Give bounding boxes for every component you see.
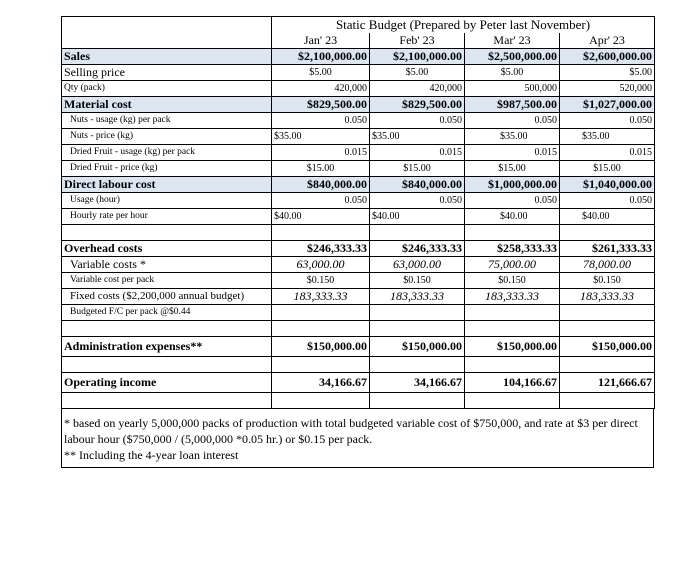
spacer-cell <box>272 393 370 409</box>
row-label: Fixed costs ($2,200,000 annual budget) <box>62 289 272 305</box>
cell: $0.150 <box>560 273 655 289</box>
budget-spreadsheet <box>61 16 654 468</box>
row-variable-costs <box>62 257 655 273</box>
spacer-cell <box>465 393 560 409</box>
cell: $35.00 <box>465 129 560 145</box>
spacer-cell <box>62 357 272 373</box>
row-label: Administration expenses** <box>62 337 272 357</box>
cell: $15.00 <box>370 161 465 177</box>
month-header: Feb' 23 <box>370 33 465 49</box>
cell: 0.050 <box>560 193 655 209</box>
cell: 63,000.00 <box>370 257 465 273</box>
spacer-cell <box>465 225 560 241</box>
month-header: Apr' 23 <box>560 33 655 49</box>
spacer-cell <box>370 357 465 373</box>
cell: $246,333.33 <box>272 241 370 257</box>
spacer-cell <box>272 321 370 337</box>
cell: 63,000.00 <box>272 257 370 273</box>
cell <box>465 305 560 321</box>
cell: $40.00 <box>560 209 655 225</box>
row-budgeted-fc <box>62 305 655 321</box>
row-overhead-costs <box>62 241 655 257</box>
row-label: Variable cost per pack <box>62 273 272 289</box>
row-fixed-costs <box>62 289 655 305</box>
cell: $5.00 <box>370 65 465 81</box>
spacer-cell <box>62 321 272 337</box>
cell: 34,166.67 <box>272 373 370 393</box>
row-nuts-price <box>62 129 655 145</box>
cell: $40.00 <box>272 209 370 225</box>
spacer-row <box>62 225 655 241</box>
cell: $840,000.00 <box>370 177 465 193</box>
cell: $261,333.33 <box>560 241 655 257</box>
row-usage-hour <box>62 193 655 209</box>
cell: 0.015 <box>560 145 655 161</box>
spacer-row <box>62 393 655 409</box>
row-label: Budgeted F/C per pack @$0.44 <box>62 305 272 321</box>
spacer-cell <box>465 321 560 337</box>
cell: 0.050 <box>370 193 465 209</box>
table-title: Static Budget (Prepared by Peter last November) <box>272 17 655 33</box>
row-label: Nuts - usage (kg) per pack <box>62 113 272 129</box>
cell: $0.150 <box>465 273 560 289</box>
row-direct-labour-cost <box>62 177 655 193</box>
cell: $0.150 <box>272 273 370 289</box>
cell: $35.00 <box>370 129 465 145</box>
cell: $150,000.00 <box>272 337 370 357</box>
footnote-variable-costs: * based on yearly 5,000,000 packs of production with total budgeted variable cost of $750,000, and rate at $3 per direct labour hour ($750,000 / (5,000,000 *0.05 hr.) or $0.15 per pack. <box>64 416 638 446</box>
cell: 0.050 <box>272 113 370 129</box>
cell: 183,333.33 <box>272 289 370 305</box>
spacer-cell <box>560 321 655 337</box>
cell: 104,166.67 <box>465 373 560 393</box>
cell: 183,333.33 <box>560 289 655 305</box>
cell: $258,333.33 <box>465 241 560 257</box>
spacer-cell <box>272 225 370 241</box>
cell: $150,000.00 <box>465 337 560 357</box>
cell: $2,100,000.00 <box>272 49 370 65</box>
cell: $1,027,000.00 <box>560 97 655 113</box>
cell: $150,000.00 <box>370 337 465 357</box>
cell: 0.050 <box>272 193 370 209</box>
spacer-cell <box>370 321 465 337</box>
row-variable-cost-per-pack <box>62 273 655 289</box>
cell: $246,333.33 <box>370 241 465 257</box>
budget-table <box>61 16 655 409</box>
row-hourly-rate <box>62 209 655 225</box>
row-label: Qty (pack) <box>62 81 272 97</box>
cell: $829,500.00 <box>272 97 370 113</box>
cell: 34,166.67 <box>370 373 465 393</box>
row-label: Hourly rate per hour <box>62 209 272 225</box>
cell <box>272 305 370 321</box>
spacer-row <box>62 357 655 373</box>
footnotes <box>61 409 654 468</box>
row-nuts-usage <box>62 113 655 129</box>
cell: $1,000,000.00 <box>465 177 560 193</box>
cell: 420,000 <box>370 81 465 97</box>
row-label: Operating income <box>62 373 272 393</box>
cell: $15.00 <box>465 161 560 177</box>
cell: 0.015 <box>465 145 560 161</box>
cell: $15.00 <box>560 161 655 177</box>
cell: $5.00 <box>465 65 560 81</box>
cell: $40.00 <box>370 209 465 225</box>
row-label: Overhead costs <box>62 241 272 257</box>
cell: $40.00 <box>465 209 560 225</box>
cell: $2,100,000.00 <box>370 49 465 65</box>
row-label: Usage (hour) <box>62 193 272 209</box>
row-material-cost <box>62 97 655 113</box>
row-fruit-price <box>62 161 655 177</box>
cell: 500,000 <box>465 81 560 97</box>
spacer-cell <box>560 393 655 409</box>
cell <box>560 305 655 321</box>
corner-cell <box>62 33 272 49</box>
cell: $35.00 <box>560 129 655 145</box>
cell: 0.015 <box>272 145 370 161</box>
cell: 183,333.33 <box>370 289 465 305</box>
row-label: Sales <box>62 49 272 65</box>
cell: 0.015 <box>370 145 465 161</box>
row-label: Direct labour cost <box>62 177 272 193</box>
row-administration-expenses <box>62 337 655 357</box>
cell: $987,500.00 <box>465 97 560 113</box>
spacer-row <box>62 321 655 337</box>
spacer-cell <box>370 225 465 241</box>
cell: $840,000.00 <box>272 177 370 193</box>
spacer-cell <box>560 225 655 241</box>
table-title-row <box>62 17 655 33</box>
cell: $2,500,000.00 <box>465 49 560 65</box>
spacer-cell <box>560 357 655 373</box>
month-header: Jan' 23 <box>272 33 370 49</box>
cell: $5.00 <box>272 65 370 81</box>
row-label: Dried Fruit - price (kg) <box>62 161 272 177</box>
cell: $35.00 <box>272 129 370 145</box>
footnote-admin-expenses: ** Including the 4-year loan interest <box>64 448 239 462</box>
cell: $15.00 <box>272 161 370 177</box>
cell: $1,040,000.00 <box>560 177 655 193</box>
spacer-cell <box>370 393 465 409</box>
cell: 0.050 <box>465 113 560 129</box>
cell: $5.00 <box>560 65 655 81</box>
cell: 183,333.33 <box>465 289 560 305</box>
spacer-cell <box>465 357 560 373</box>
spacer-cell <box>62 393 272 409</box>
row-label: Material cost <box>62 97 272 113</box>
cell: $2,600,000.00 <box>560 49 655 65</box>
row-sales <box>62 49 655 65</box>
row-label: Variable costs * <box>62 257 272 273</box>
row-label: Dried Fruit - usage (kg) per pack <box>62 145 272 161</box>
month-header-row <box>62 33 655 49</box>
cell: 0.050 <box>370 113 465 129</box>
row-qty <box>62 81 655 97</box>
cell <box>370 305 465 321</box>
row-selling-price <box>62 65 655 81</box>
row-label: Nuts - price (kg) <box>62 129 272 145</box>
row-label: Selling price <box>62 65 272 81</box>
row-fruit-usage <box>62 145 655 161</box>
cell: $150,000.00 <box>560 337 655 357</box>
cell: $0.150 <box>370 273 465 289</box>
corner-cell <box>62 17 272 33</box>
spacer-cell <box>62 225 272 241</box>
row-operating-income <box>62 373 655 393</box>
cell: 520,000 <box>560 81 655 97</box>
cell: 420,000 <box>272 81 370 97</box>
cell: 0.050 <box>560 113 655 129</box>
cell: 121,666.67 <box>560 373 655 393</box>
spacer-cell <box>272 357 370 373</box>
cell: 78,000.00 <box>560 257 655 273</box>
cell: $829,500.00 <box>370 97 465 113</box>
cell: 75,000.00 <box>465 257 560 273</box>
cell: 0.050 <box>465 193 560 209</box>
month-header: Mar' 23 <box>465 33 560 49</box>
